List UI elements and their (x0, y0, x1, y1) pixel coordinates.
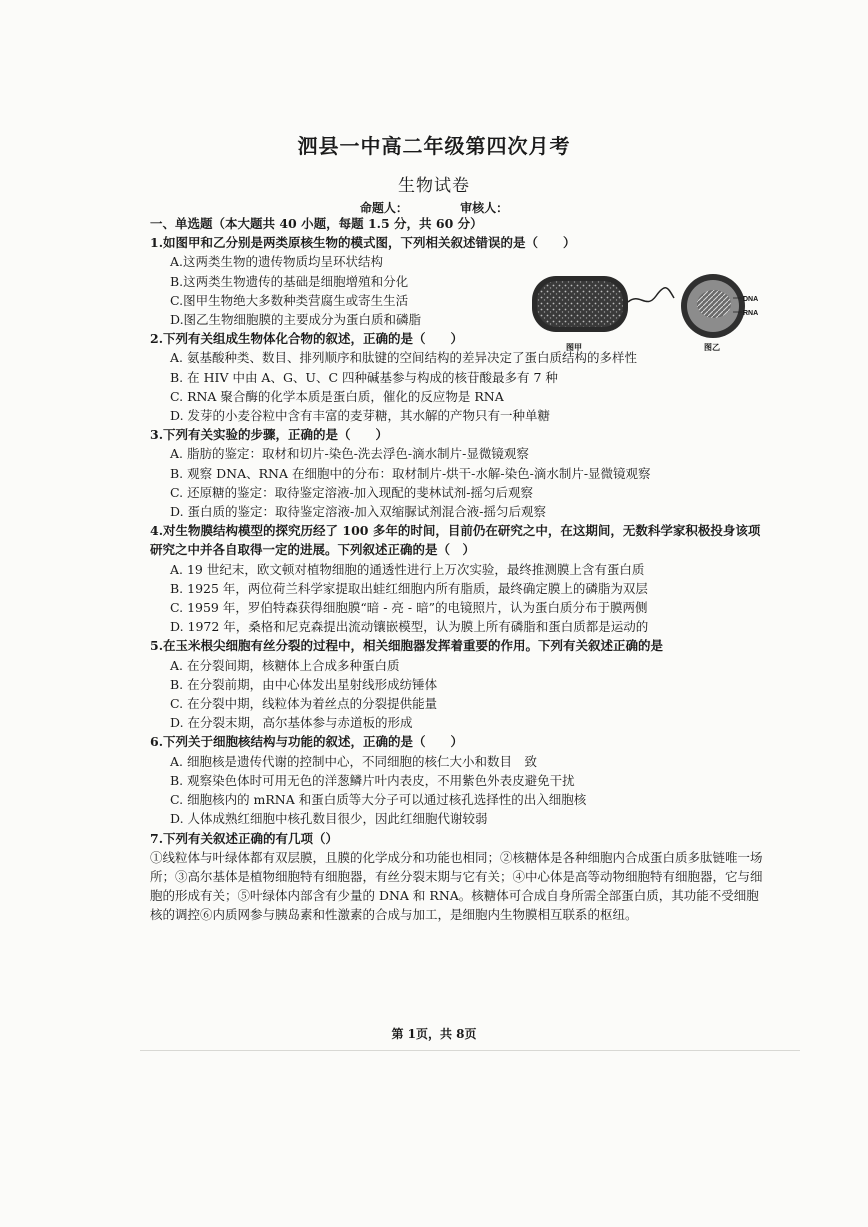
page-footer: 第 1页，共 8页 (391, 1027, 477, 1041)
reviewer-label: 审核人： (460, 201, 509, 215)
question-5-option-b: B. 在分裂前期，由中心体发出星射线形成纺锤体 (170, 676, 438, 692)
question-6-option-a: A. 细胞核是遗传代谢的控制中心，不同细胞的核仁大小和数目 致 (170, 753, 537, 769)
cell-yi-group (681, 274, 745, 338)
question-5-stem: 5.在玉米根尖细胞有丝分裂的过程中，相关细胞器发挥着重要的作用。下列有关叙述正确的是 (150, 638, 664, 654)
label-rna: RNA (743, 310, 759, 317)
scan-edge-line (140, 1050, 800, 1051)
question-7-stem: 7.下列有关叙述正确的有几项（） (150, 830, 339, 846)
question-1-option-b: B.这两类生物遗传的基础是细胞增殖和分化 (170, 273, 409, 289)
question-2-option-b: B. 在 HIV 中由 A、G、U、C 四种碱基参与构成的核苷酸最多有 7 种 (170, 369, 558, 385)
question-6-option-c: C. 细胞核内的 mRNA 和蛋白质等大分子可以通过核孔选择性的出入细胞核 (170, 792, 587, 808)
question-3-option-a: A. 脂肪的鉴定：取材和切片-染色-洗去浮色-滴水制片-显微镜观察 (170, 446, 529, 462)
question-4-option-b: B. 1925 年，两位荷兰科学家提取出蛙红细胞内所有脂质，最终确定膜上的磷脂为双层 (170, 580, 648, 596)
exam-title: 泗县一中高二年级第四次月考 (297, 134, 571, 158)
question-5-option-a: A. 在分裂间期，核糖体上合成多种蛋白质 (170, 657, 400, 673)
question-5-option-c: C. 在分裂中期，线粒体为着丝点的分裂提供能量 (170, 696, 438, 712)
question-3-option-b: B. 观察 DNA、RNA 在细胞中的分布：取材制片-烘干-水解-染色-滴水制片-显微镜观察 (170, 465, 651, 481)
question-3-option-d: D. 蛋白质的鉴定：取待鉴定溶液-加入双缩脲试剂混合液-摇匀后观察 (170, 504, 546, 520)
question-4-stem: 4.对生物膜结构模型的探究历经了 100 多年的时间，目前仍在研究之中，在这期间，无数科学家积极投身该项研究之中并各自取得一定的进展。下列叙述正确的是（ ） (150, 523, 761, 558)
question-4-option-d: D. 1972 年，桑格和尼克森提出流动镶嵌模型，认为膜上所有磷脂和蛋白质都是运动的 (170, 619, 649, 635)
question-4-option-c: C. 1959 年，罗伯特森获得细胞膜“暗 - 亮 - 暗”的电镜照片，认为蛋白质分布于膜两侧 (170, 600, 648, 616)
question-7-statements: ①线粒体与叶绿体都有双层膜，且膜的化学成分和功能也相同；②核糖体是各种细胞内合成蛋白质多肽链唯一场所；③高尔基体是植物细胞特有细胞器，有丝分裂末期与它有关；④中心体是高等动物细胞特有细胞器，它与细胞的形成有关；⑤叶绿体内部含有少量的 DNA 和 RNA。核糖体可合成自身所需全部蛋白质，其功能不受细胞核的调控⑥内质网参与胰岛素和性激素的合成与加工，是细胞内生物膜相互联系的枢纽。 (150, 849, 763, 923)
question-6-option-d: D. 人体成熟红细胞中核孔数目很少，因此红细胞代谢较弱 (170, 811, 488, 827)
bleed-through-top-left (255, 104, 320, 123)
cell-yi-dna-region (697, 290, 731, 318)
setter-label: 命题人： (359, 201, 408, 215)
cell-jia-group (532, 276, 674, 332)
cell-jia-flagellum (628, 288, 674, 302)
question-2-stem: 2.下列有关组成生物体化合物的叙述，正确的是（ ） (150, 331, 464, 347)
question-3-option-c: C. 还原糖的鉴定：取待鉴定溶液-加入现配的斐林试剂-摇匀后观察 (170, 484, 534, 500)
question-2-option-c: C. RNA 聚合酶的化学本质是蛋白质，催化的反应物是 RNA (170, 388, 504, 404)
question-5-option-d: D. 在分裂末期，高尔基体参与赤道板的形成 (170, 715, 413, 731)
question-1-stem: 1.如图甲和乙分别是两类原核生物的模式图，下列相关叙述错误的是（ ） (150, 235, 576, 251)
label-yi: 图乙 (704, 342, 720, 352)
question-4-option-a: A. 19 世纪末，欧文顿对植物细胞的通透性进行上万次实验，最终推测膜上含有蛋白质 (170, 561, 645, 577)
label-jia: 图甲 (566, 342, 582, 352)
question-1-option-d: D.图乙生物细胞膜的主要成分为蛋白质和磷脂 (170, 312, 422, 328)
section-heading: 一、单选题（本大题共 40 小题，每题 1.5 分，共 60 分） (150, 216, 483, 231)
label-dna: DNA (743, 296, 759, 303)
question-2-option-a: A. 氨基酸种类、数目、排列顺序和肽键的空间结构的差异决定了蛋白质结构的多样性 (170, 350, 637, 366)
cell-jia-cytoplasm (537, 281, 623, 327)
question-6-option-b: B. 观察染色体时可用无色的洋葱鳞片叶内表皮，不用紫色外表皮避免干扰 (170, 772, 575, 788)
question-1-option-c: C.图甲生物绝大多数种类营腐生或寄生生活 (170, 292, 409, 308)
question-6-stem: 6.下列关于细胞核结构与功能的叙述，正确的是（ ） (150, 734, 464, 750)
question-3-stem: 3.下列有关实验的步骤，正确的是（ ） (150, 427, 389, 443)
prokaryote-figure (528, 266, 773, 356)
exam-subject: 生物试卷 (398, 176, 470, 196)
question-1-option-a: A.这两类生物的遗传物质均呈环状结构 (170, 254, 384, 270)
question-2-option-d: D. 发芽的小麦谷粒中含有丰富的麦芽糖，其水解的产物只有一种单糖 (170, 408, 551, 424)
